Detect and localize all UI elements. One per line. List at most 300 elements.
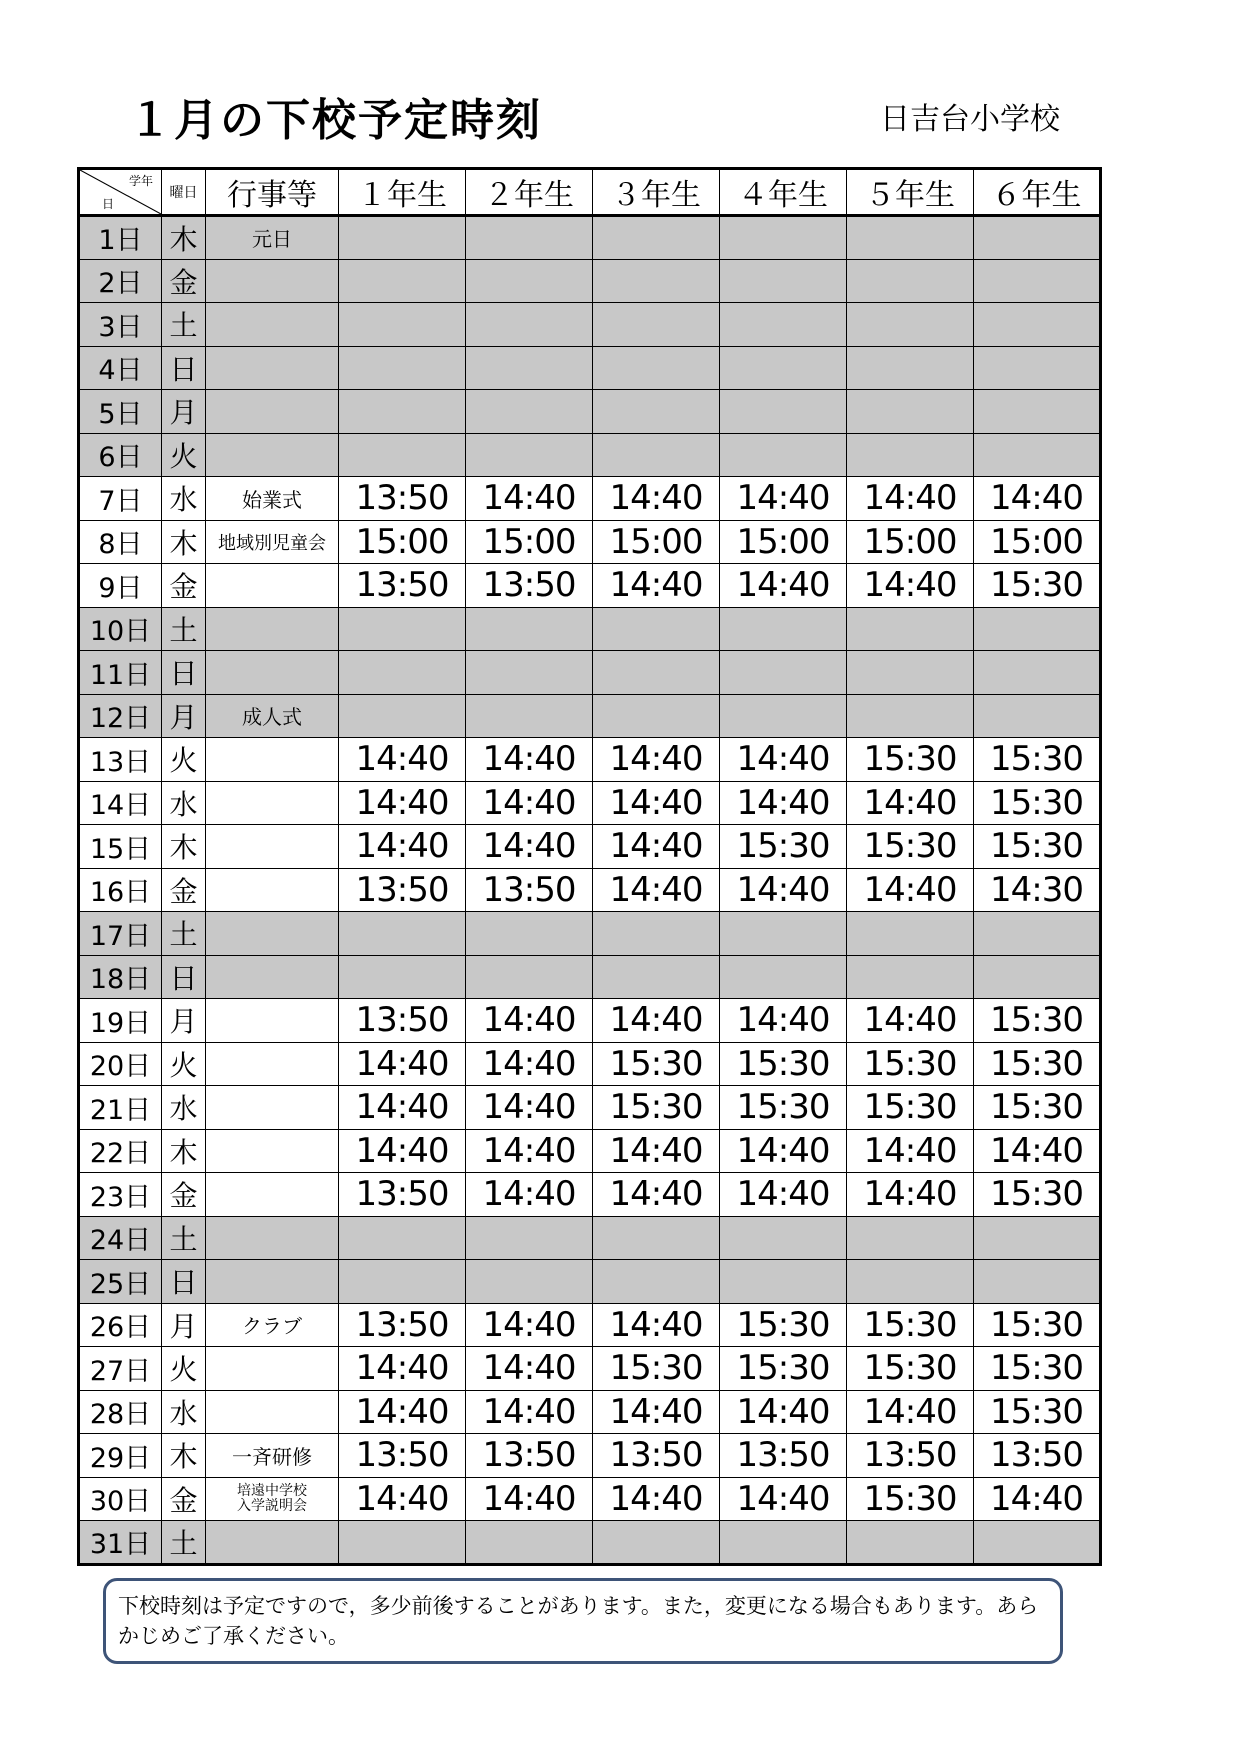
weekday-cell: 火 [162, 1042, 206, 1086]
weekday-cell: 月 [162, 390, 206, 434]
dismissal-time-cell: 15:30 [974, 781, 1101, 825]
dismissal-time-cell [593, 346, 720, 390]
dismissal-time-cell [339, 259, 466, 303]
date-cell: 28日 [79, 1390, 162, 1434]
dismissal-time-cell: 14:40 [339, 1042, 466, 1086]
weekday-cell: 木 [162, 1129, 206, 1173]
dismissal-time-cell: 13:50 [593, 1434, 720, 1478]
date-cell: 11日 [79, 651, 162, 695]
grade-header: ４年生 [720, 169, 847, 216]
weekday-cell: 金 [162, 1477, 206, 1521]
dismissal-time-cell: 13:50 [466, 868, 593, 912]
event-cell [206, 1086, 339, 1130]
dismissal-time-cell: 14:40 [339, 1477, 466, 1521]
dismissal-time-cell [339, 433, 466, 477]
dismissal-time-cell [720, 955, 847, 999]
dismissal-time-cell [593, 651, 720, 695]
dismissal-time-cell [974, 694, 1101, 738]
table-row [79, 564, 1101, 608]
dismissal-time-cell: 15:00 [974, 520, 1101, 564]
dismissal-time-cell [339, 1521, 466, 1565]
schedule-body [79, 216, 1101, 1565]
dismissal-time-cell: 14:40 [466, 738, 593, 782]
table-row [79, 607, 1101, 651]
dismissal-time-cell [466, 390, 593, 434]
dismissal-time-cell: 15:30 [847, 825, 974, 869]
page-title: １月の下校予定時刻 [128, 95, 542, 146]
table-row [79, 1347, 1101, 1391]
dismissal-time-cell [974, 1260, 1101, 1304]
event-cell [206, 1216, 339, 1260]
dismissal-time-cell: 15:30 [974, 738, 1101, 782]
dismissal-time-cell: 14:40 [847, 477, 974, 521]
dismissal-time-cell [593, 259, 720, 303]
dismissal-time-cell: 14:40 [974, 477, 1101, 521]
dismissal-time-cell: 14:40 [720, 781, 847, 825]
dismissal-time-cell: 14:40 [847, 781, 974, 825]
dismissal-time-cell: 14:40 [339, 1086, 466, 1130]
dismissal-time-cell [339, 694, 466, 738]
date-cell: 27日 [79, 1347, 162, 1391]
dismissal-time-cell: 13:50 [339, 564, 466, 608]
event-cell [206, 303, 339, 347]
weekday-cell: 水 [162, 781, 206, 825]
dismissal-time-cell: 14:40 [720, 564, 847, 608]
weekday-cell: 土 [162, 607, 206, 651]
dismissal-time-cell: 14:40 [466, 1129, 593, 1173]
dismissal-time-cell [466, 651, 593, 695]
weekday-cell: 水 [162, 477, 206, 521]
dismissal-time-cell [593, 955, 720, 999]
dismissal-time-cell: 14:40 [720, 1173, 847, 1217]
event-cell: 培遠中学校 入学説明会 [206, 1477, 339, 1521]
dismissal-time-cell: 14:40 [720, 999, 847, 1043]
date-cell: 19日 [79, 999, 162, 1043]
dismissal-time-cell [593, 1216, 720, 1260]
dismissal-time-cell: 14:40 [339, 1129, 466, 1173]
corner-header-cell [79, 169, 162, 216]
dismissal-time-cell: 13:50 [974, 1434, 1101, 1478]
dismissal-time-cell: 14:40 [720, 738, 847, 782]
dismissal-time-cell: 14:40 [339, 1390, 466, 1434]
dismissal-time-cell [847, 303, 974, 347]
date-cell: 4日 [79, 346, 162, 390]
dismissal-time-cell [720, 651, 847, 695]
weekday-cell: 木 [162, 1434, 206, 1478]
weekday-cell: 木 [162, 520, 206, 564]
table-row [79, 999, 1101, 1043]
dismissal-time-cell: 15:30 [720, 825, 847, 869]
dismissal-time-cell [339, 303, 466, 347]
event-cell [206, 1042, 339, 1086]
dismissal-time-cell [847, 1521, 974, 1565]
dismissal-time-cell [593, 607, 720, 651]
dismissal-time-cell [720, 346, 847, 390]
dismissal-time-cell [466, 346, 593, 390]
dismissal-time-cell [974, 607, 1101, 651]
event-cell [206, 607, 339, 651]
event-header: 行事等 [206, 169, 339, 216]
event-cell [206, 433, 339, 477]
dismissal-time-cell: 14:40 [339, 825, 466, 869]
dismissal-time-cell: 13:50 [339, 477, 466, 521]
table-row [79, 216, 1101, 260]
table-row [79, 346, 1101, 390]
dismissal-time-cell: 14:40 [339, 738, 466, 782]
dismissal-time-cell: 14:40 [466, 999, 593, 1043]
dismissal-time-cell: 14:40 [974, 1477, 1101, 1521]
dismissal-time-cell: 14:40 [720, 1129, 847, 1173]
dismissal-time-cell [974, 390, 1101, 434]
dismissal-time-cell [720, 216, 847, 260]
dismissal-time-cell: 15:00 [466, 520, 593, 564]
event-cell [206, 738, 339, 782]
dismissal-time-cell: 15:30 [847, 1086, 974, 1130]
dismissal-time-cell: 15:30 [720, 1042, 847, 1086]
dismissal-time-cell [339, 955, 466, 999]
dismissal-time-cell: 13:50 [339, 999, 466, 1043]
corner-day-label: 日 [102, 197, 115, 211]
dismissal-time-cell: 15:30 [974, 999, 1101, 1043]
dismissal-time-cell [974, 216, 1101, 260]
dismissal-time-cell: 15:30 [720, 1347, 847, 1391]
table-row [79, 651, 1101, 695]
dismissal-time-cell [847, 216, 974, 260]
table-row [79, 825, 1101, 869]
dismissal-time-cell: 15:30 [847, 1303, 974, 1347]
date-cell: 5日 [79, 390, 162, 434]
event-cell [206, 1129, 339, 1173]
dismissal-time-cell: 13:50 [847, 1434, 974, 1478]
dismissal-time-cell: 15:30 [720, 1086, 847, 1130]
dismissal-time-cell [339, 346, 466, 390]
dismissal-time-cell [466, 1521, 593, 1565]
table-row [79, 303, 1101, 347]
dismissal-schedule-table [77, 167, 1102, 1566]
dismissal-time-cell [720, 694, 847, 738]
header-row [79, 169, 1101, 216]
dismissal-time-cell [847, 694, 974, 738]
dismissal-time-cell: 15:30 [974, 1347, 1101, 1391]
school-name: 日吉台小学校 [880, 102, 1060, 137]
table-row [79, 1521, 1101, 1565]
dismissal-time-cell [847, 259, 974, 303]
dismissal-time-cell: 15:00 [720, 520, 847, 564]
event-cell [206, 781, 339, 825]
event-cell [206, 1173, 339, 1217]
dismissal-time-cell: 14:40 [593, 1173, 720, 1217]
dismissal-time-cell: 15:30 [974, 1042, 1101, 1086]
dismissal-time-cell [720, 433, 847, 477]
dismissal-time-cell: 14:40 [466, 477, 593, 521]
weekday-cell: 月 [162, 1303, 206, 1347]
dismissal-time-cell: 14:40 [466, 1303, 593, 1347]
dismissal-time-cell: 13:50 [466, 564, 593, 608]
dismissal-time-cell [593, 390, 720, 434]
event-cell [206, 868, 339, 912]
table-row [79, 694, 1101, 738]
dismissal-time-cell [847, 390, 974, 434]
grade-header: ３年生 [593, 169, 720, 216]
dismissal-time-cell: 15:30 [974, 1303, 1101, 1347]
dismissal-time-cell [466, 912, 593, 956]
table-row [79, 1129, 1101, 1173]
dismissal-time-cell: 14:40 [466, 1477, 593, 1521]
dismissal-time-cell: 15:00 [339, 520, 466, 564]
dismissal-time-cell: 15:30 [720, 1303, 847, 1347]
table-row [79, 738, 1101, 782]
dismissal-time-cell: 14:40 [593, 1303, 720, 1347]
dismissal-time-cell: 14:40 [593, 1390, 720, 1434]
dismissal-time-cell: 14:40 [593, 825, 720, 869]
dismissal-time-cell [847, 1216, 974, 1260]
date-cell: 29日 [79, 1434, 162, 1478]
date-cell: 1日 [79, 216, 162, 260]
dismissal-time-cell [974, 259, 1101, 303]
dismissal-time-cell [974, 955, 1101, 999]
corner-grade-label: 学年 [128, 174, 153, 188]
weekday-cell: 日 [162, 955, 206, 999]
dismissal-time-cell: 15:30 [974, 564, 1101, 608]
dismissal-time-cell: 14:40 [720, 1390, 847, 1434]
dismissal-time-cell [466, 694, 593, 738]
date-cell: 26日 [79, 1303, 162, 1347]
date-cell: 21日 [79, 1086, 162, 1130]
dismissal-time-cell: 13:50 [339, 1434, 466, 1478]
weekday-cell: 火 [162, 433, 206, 477]
dismissal-time-cell: 14:40 [974, 1129, 1101, 1173]
dismissal-time-cell [720, 912, 847, 956]
event-cell [206, 390, 339, 434]
date-cell: 16日 [79, 868, 162, 912]
table-row [79, 1260, 1101, 1304]
event-cell [206, 259, 339, 303]
event-cell [206, 651, 339, 695]
grade-header: ６年生 [974, 169, 1101, 216]
weekday-cell: 金 [162, 868, 206, 912]
table-row [79, 868, 1101, 912]
dismissal-time-cell: 14:40 [847, 1390, 974, 1434]
date-cell: 13日 [79, 738, 162, 782]
dismissal-time-cell [974, 1216, 1101, 1260]
event-cell: 地域別児童会 [206, 520, 339, 564]
dismissal-time-cell [593, 216, 720, 260]
date-cell: 22日 [79, 1129, 162, 1173]
dismissal-time-cell: 14:40 [466, 825, 593, 869]
dismissal-time-cell [593, 433, 720, 477]
dismissal-time-cell [339, 390, 466, 434]
dismissal-time-cell [466, 1260, 593, 1304]
weekday-cell: 日 [162, 1260, 206, 1304]
dismissal-time-cell: 14:40 [339, 781, 466, 825]
event-cell [206, 825, 339, 869]
dismissal-time-cell [466, 607, 593, 651]
dismissal-time-cell [339, 216, 466, 260]
date-cell: 25日 [79, 1260, 162, 1304]
dismissal-time-cell: 15:30 [974, 1173, 1101, 1217]
grade-header: ２年生 [466, 169, 593, 216]
date-cell: 8日 [79, 520, 162, 564]
event-cell: 元日 [206, 216, 339, 260]
dismissal-time-cell [847, 955, 974, 999]
table-row [79, 1086, 1101, 1130]
date-cell: 9日 [79, 564, 162, 608]
dismissal-time-cell: 14:40 [720, 868, 847, 912]
table-row [79, 1390, 1101, 1434]
table-row [79, 1173, 1101, 1217]
dismissal-time-cell: 14:40 [847, 868, 974, 912]
table-row [79, 781, 1101, 825]
date-cell: 10日 [79, 607, 162, 651]
weekday-cell: 水 [162, 1086, 206, 1130]
date-cell: 14日 [79, 781, 162, 825]
weekday-cell: 土 [162, 1216, 206, 1260]
weekday-cell: 金 [162, 564, 206, 608]
dismissal-time-cell: 14:40 [593, 781, 720, 825]
dismissal-time-cell [847, 607, 974, 651]
dismissal-time-cell: 15:30 [974, 825, 1101, 869]
weekday-cell: 日 [162, 651, 206, 695]
dismissal-time-cell [974, 346, 1101, 390]
dismissal-time-cell [593, 1521, 720, 1565]
table-row [79, 955, 1101, 999]
dismissal-time-cell [847, 651, 974, 695]
dismissal-time-cell: 14:40 [466, 1347, 593, 1391]
event-cell [206, 1260, 339, 1304]
dismissal-time-cell [466, 955, 593, 999]
dismissal-time-cell: 15:30 [847, 1477, 974, 1521]
dismissal-time-cell [720, 1216, 847, 1260]
dismissal-time-cell: 13:50 [339, 1173, 466, 1217]
dismissal-time-cell [974, 1521, 1101, 1565]
weekday-cell: 土 [162, 303, 206, 347]
table-row [79, 259, 1101, 303]
dismissal-time-cell: 14:40 [720, 477, 847, 521]
date-cell: 23日 [79, 1173, 162, 1217]
dismissal-time-cell [974, 651, 1101, 695]
dismissal-time-cell: 14:40 [466, 781, 593, 825]
date-cell: 18日 [79, 955, 162, 999]
date-cell: 2日 [79, 259, 162, 303]
weekday-cell: 火 [162, 1347, 206, 1391]
dismissal-time-cell [466, 303, 593, 347]
date-cell: 31日 [79, 1521, 162, 1565]
dismissal-time-cell: 14:40 [847, 1173, 974, 1217]
grade-header: １年生 [339, 169, 466, 216]
date-cell: 3日 [79, 303, 162, 347]
dismissal-time-cell [339, 607, 466, 651]
dismissal-time-cell: 14:40 [847, 564, 974, 608]
dismissal-time-cell [847, 1260, 974, 1304]
dismissal-time-cell: 14:40 [847, 999, 974, 1043]
dismissal-time-cell: 14:40 [593, 1129, 720, 1173]
dismissal-time-cell: 15:00 [847, 520, 974, 564]
event-cell [206, 1347, 339, 1391]
dismissal-time-cell: 14:40 [720, 1477, 847, 1521]
dismissal-time-cell [466, 433, 593, 477]
dismissal-time-cell [466, 1216, 593, 1260]
date-cell: 24日 [79, 1216, 162, 1260]
event-cell: 成人式 [206, 694, 339, 738]
table-row [79, 520, 1101, 564]
dismissal-time-cell [720, 390, 847, 434]
event-cell: 始業式 [206, 477, 339, 521]
event-cell [206, 564, 339, 608]
weekday-cell: 金 [162, 1173, 206, 1217]
table-row [79, 912, 1101, 956]
dismissal-time-cell: 14:40 [466, 1173, 593, 1217]
event-cell [206, 346, 339, 390]
dismissal-time-cell: 13:50 [720, 1434, 847, 1478]
weekday-cell: 木 [162, 825, 206, 869]
dismissal-time-cell [593, 912, 720, 956]
dismissal-time-cell: 15:30 [593, 1086, 720, 1130]
date-cell: 15日 [79, 825, 162, 869]
dismissal-time-cell [720, 1260, 847, 1304]
dismissal-time-cell [593, 1260, 720, 1304]
table-row [79, 390, 1101, 434]
event-cell [206, 1521, 339, 1565]
dismissal-time-cell [720, 607, 847, 651]
dismissal-time-cell [339, 651, 466, 695]
dismissal-time-cell [339, 1260, 466, 1304]
dismissal-time-cell: 15:00 [593, 520, 720, 564]
dismissal-time-cell: 15:30 [847, 738, 974, 782]
dismissal-time-cell: 13:50 [339, 868, 466, 912]
dismissal-time-cell [720, 259, 847, 303]
weekday-cell: 土 [162, 912, 206, 956]
dismissal-time-cell [339, 912, 466, 956]
dismissal-time-cell [720, 303, 847, 347]
dismissal-time-cell [847, 912, 974, 956]
dismissal-time-cell: 14:40 [466, 1390, 593, 1434]
dismissal-time-cell [974, 912, 1101, 956]
dismissal-time-cell: 13:50 [339, 1303, 466, 1347]
event-cell: クラブ [206, 1303, 339, 1347]
dismissal-time-cell [593, 694, 720, 738]
event-cell [206, 999, 339, 1043]
dismissal-time-cell: 15:30 [847, 1347, 974, 1391]
dismissal-time-cell: 15:30 [593, 1347, 720, 1391]
dismissal-time-cell: 14:40 [466, 1086, 593, 1130]
dismissal-time-cell [847, 346, 974, 390]
date-cell: 7日 [79, 477, 162, 521]
weekday-cell: 月 [162, 694, 206, 738]
dismissal-time-cell: 14:40 [466, 1042, 593, 1086]
table-row [79, 1042, 1101, 1086]
dismissal-time-cell [593, 303, 720, 347]
dismissal-time-cell: 14:40 [593, 564, 720, 608]
weekday-cell: 月 [162, 999, 206, 1043]
date-cell: 20日 [79, 1042, 162, 1086]
date-cell: 30日 [79, 1477, 162, 1521]
dismissal-time-cell: 14:40 [593, 1477, 720, 1521]
event-cell [206, 955, 339, 999]
event-cell: 一斉研修 [206, 1434, 339, 1478]
dismissal-time-cell: 14:40 [593, 738, 720, 782]
dismissal-time-cell: 14:40 [847, 1129, 974, 1173]
table-row [79, 433, 1101, 477]
dismissal-time-cell [847, 433, 974, 477]
dismissal-time-cell [720, 1521, 847, 1565]
dismissal-time-cell [466, 259, 593, 303]
dismissal-time-cell [339, 1216, 466, 1260]
date-cell: 17日 [79, 912, 162, 956]
weekday-cell: 日 [162, 346, 206, 390]
weekday-cell: 木 [162, 216, 206, 260]
table-row [79, 1434, 1101, 1478]
weekday-cell: 水 [162, 1390, 206, 1434]
